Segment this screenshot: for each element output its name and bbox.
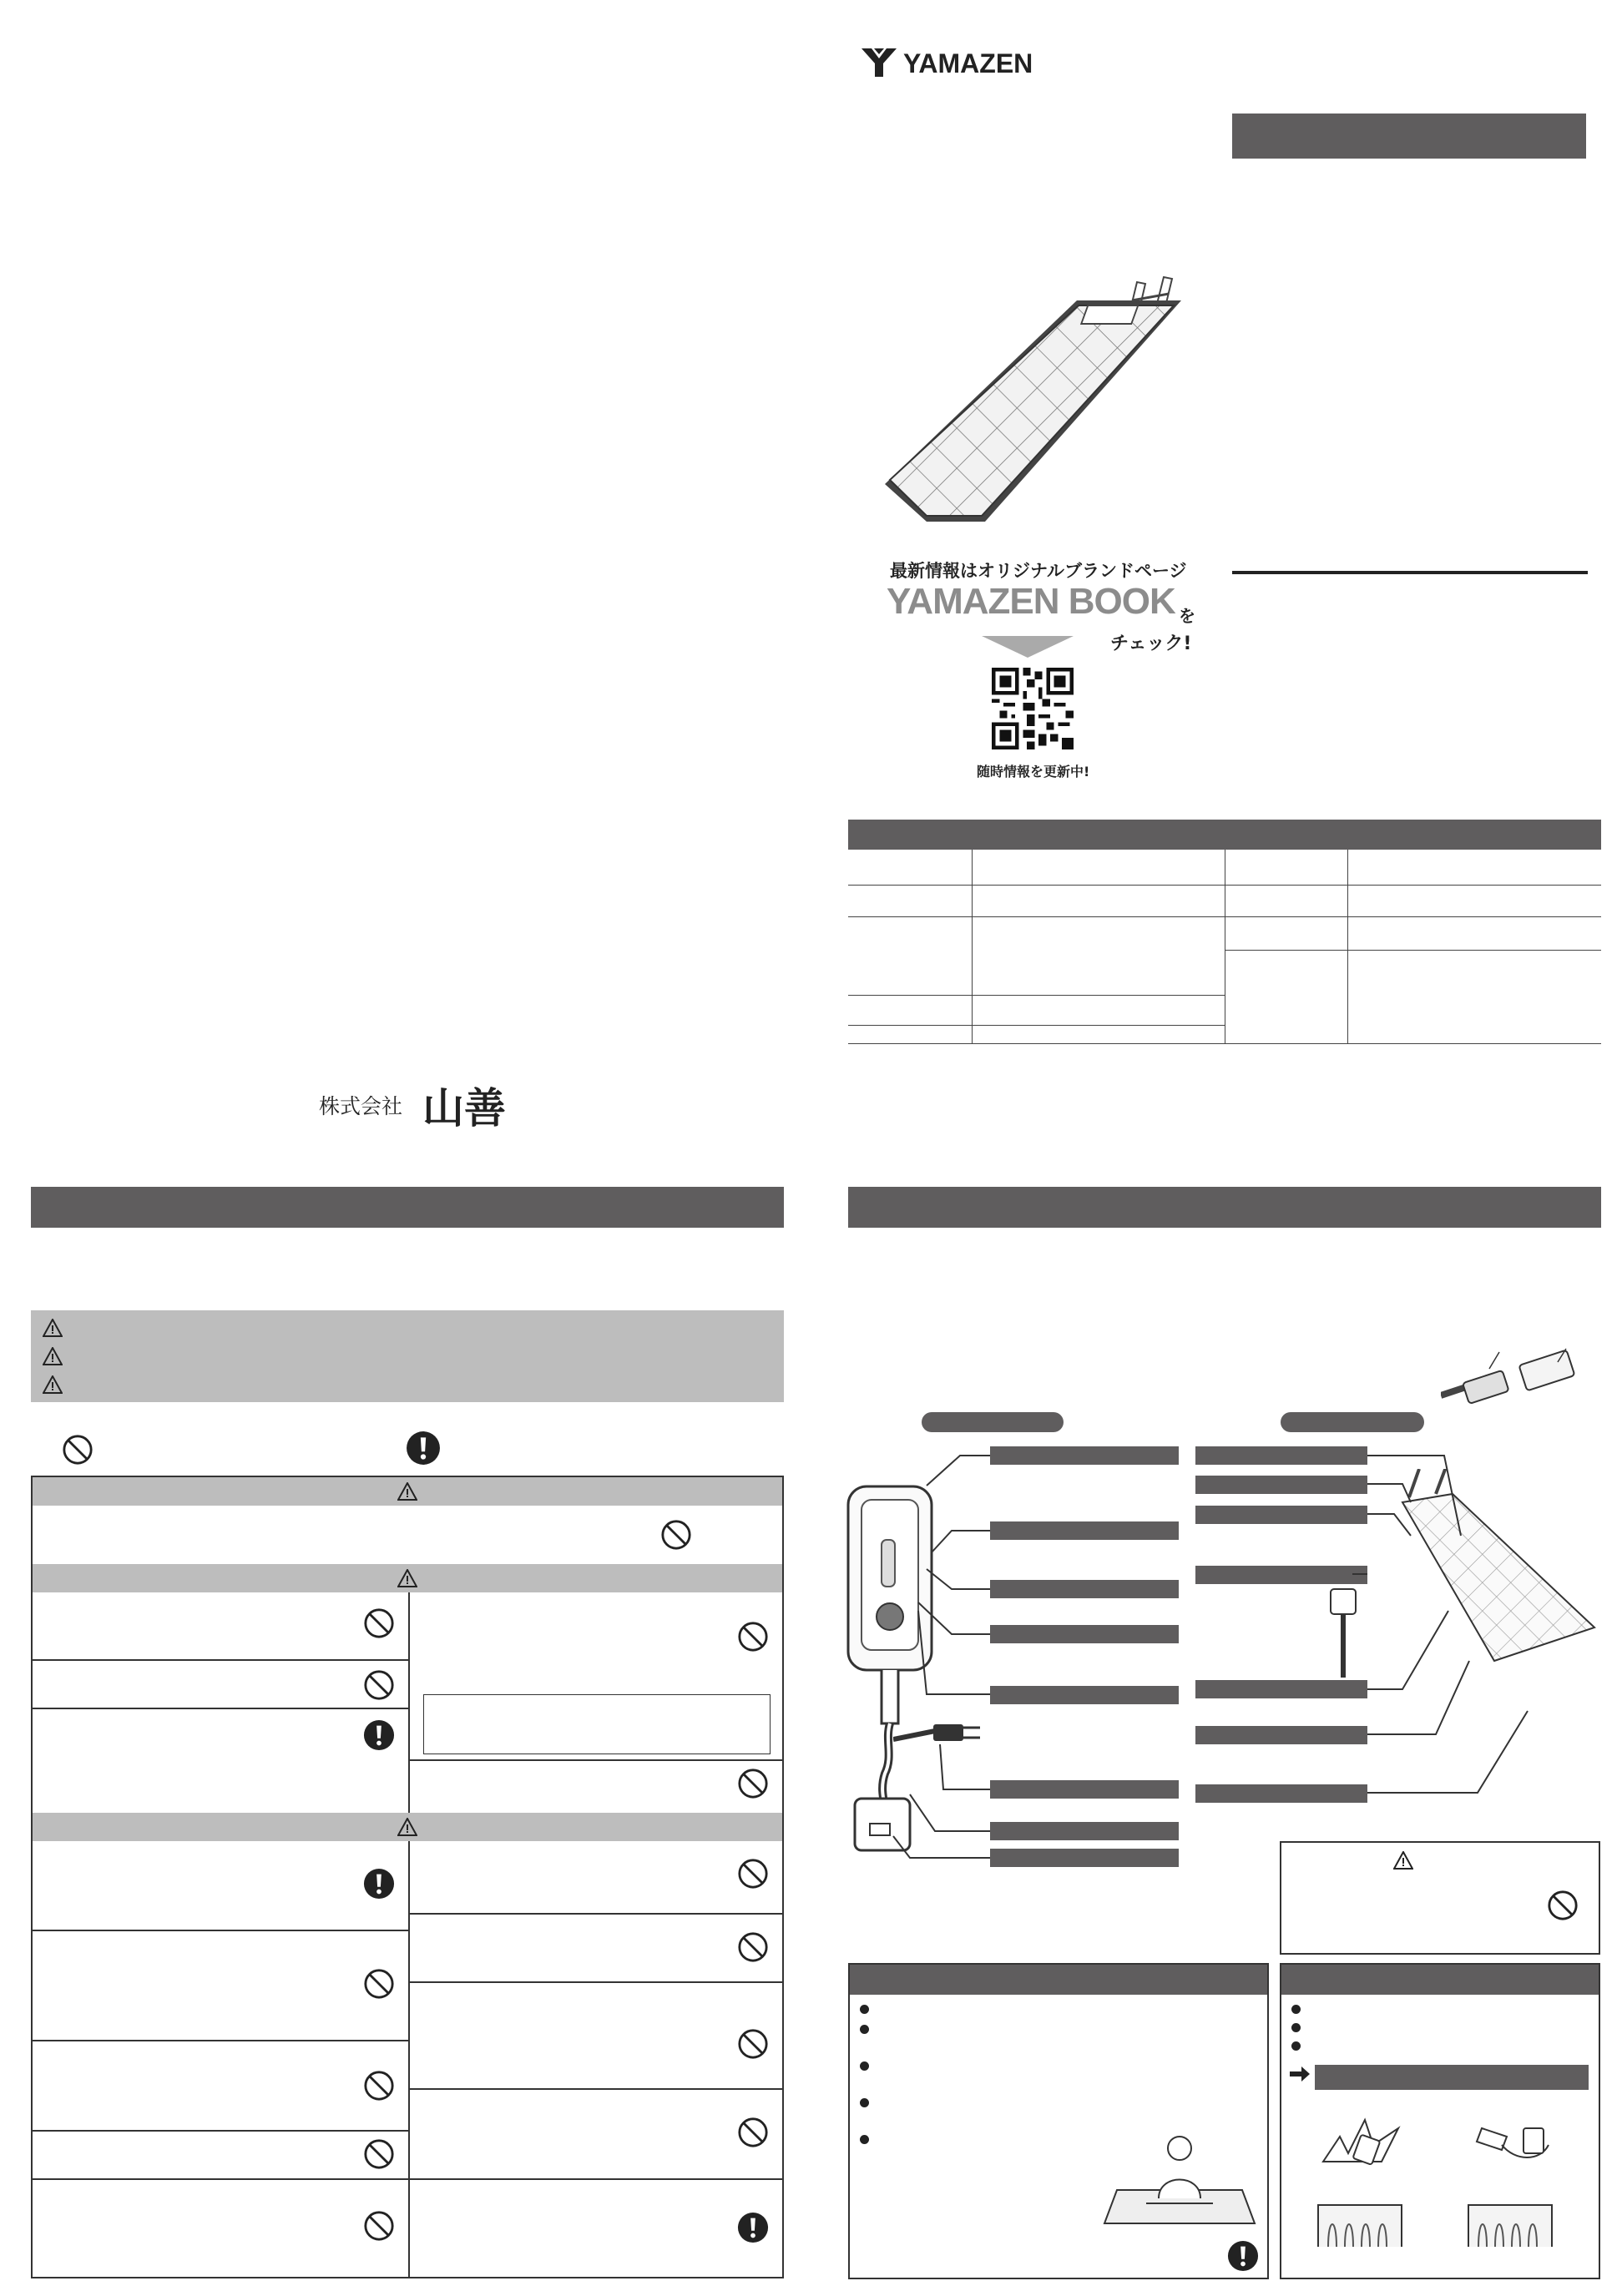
mat-tab — [1281, 1412, 1424, 1432]
safety-section-header — [31, 1187, 784, 1228]
divider-line — [1232, 571, 1588, 574]
brand-logo — [860, 43, 1052, 82]
yamazen-logo-icon — [860, 45, 898, 78]
usage-notes-box — [848, 1963, 1269, 2279]
company-prefix: 株式会社 — [319, 1094, 403, 1118]
promo-particle: を — [1179, 606, 1195, 626]
impact-illustration — [1315, 2112, 1407, 2178]
qr-caption: 随時情報を更新中! — [977, 764, 1090, 780]
prohibition-icon — [737, 1931, 769, 1963]
leader-lines — [860, 1444, 1594, 1878]
controller-tab — [922, 1412, 1064, 1432]
prohibition-icon — [363, 2138, 395, 2170]
product-illustration — [877, 267, 1194, 534]
warning-triangle-icon — [43, 1319, 63, 1337]
connector-illustration — [1441, 1344, 1591, 1410]
prohibition-icon — [363, 1669, 395, 1701]
warning-note-box — [1280, 1841, 1600, 1955]
folded-mat-illustration — [1315, 2200, 1407, 2250]
mandatory-icon — [406, 1431, 441, 1466]
warning-triangle-icon — [1393, 1851, 1413, 1870]
model-title-bar — [1232, 114, 1586, 159]
prohibition-icon — [363, 1607, 395, 1639]
prohibition-icon — [737, 1858, 769, 1890]
promo-book-title: YAMAZEN BOOK — [887, 581, 1175, 622]
warning-triangle-icon — [397, 1482, 417, 1501]
prohibition-icon — [363, 1968, 395, 2000]
prohibition-icon — [737, 1621, 769, 1653]
safety-legend-box — [31, 1310, 784, 1402]
logo-text: YAMAZEN — [903, 48, 1033, 78]
prohibition-icon — [363, 2070, 395, 2102]
warning-triangle-icon — [43, 1375, 63, 1394]
warning-triangle-icon — [397, 1569, 417, 1587]
spec-table — [848, 850, 1601, 1043]
mandatory-icon — [363, 1868, 395, 1900]
prohibition-icon — [660, 1519, 692, 1551]
mandatory-icon — [737, 2212, 769, 2243]
storage-notes-box — [1280, 1963, 1600, 2279]
qr-code — [992, 668, 1074, 749]
prohibition-icon — [363, 2210, 395, 2242]
folded-mat-illustration — [1465, 2200, 1557, 2250]
prohibition-icon — [737, 2028, 769, 2060]
promo-check: チェック! — [1110, 633, 1192, 654]
mandatory-icon — [1227, 2240, 1259, 2272]
parts-section-header — [848, 1187, 1601, 1228]
safety-table — [31, 1476, 784, 2278]
prohibition-icon — [1547, 1890, 1579, 1921]
mandatory-icon — [363, 1719, 395, 1751]
spec-table-header — [848, 820, 1601, 850]
qr-code-icon — [992, 668, 1074, 749]
prohibition-icon — [737, 2117, 769, 2148]
warning-triangle-icon — [397, 1818, 417, 1836]
person-on-mat-illustration — [1100, 2123, 1259, 2232]
company-name: 山善 — [422, 1084, 506, 1133]
down-arrow-icon — [982, 636, 1074, 658]
spill-illustration — [1465, 2112, 1557, 2178]
arrow-right-icon — [1290, 2065, 1310, 2083]
warning-triangle-icon — [43, 1347, 63, 1365]
prohibition-icon — [737, 1768, 769, 1799]
promo-line: 最新情報はオリジナルブランドページ — [890, 561, 1187, 581]
prohibition-icon — [62, 1434, 93, 1466]
